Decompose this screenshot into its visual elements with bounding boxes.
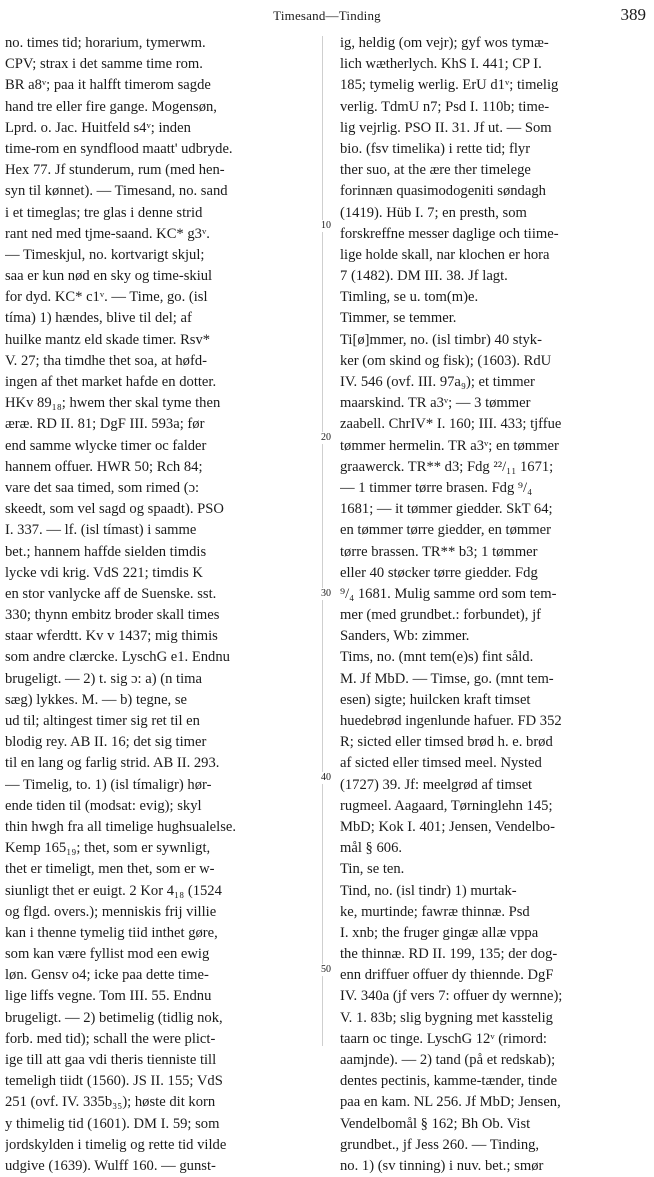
text-line: HKv 89₁₈; hwem ther skal tyme then xyxy=(5,395,221,412)
text-line: forb. med tid); schall the were plict- xyxy=(5,1030,216,1047)
text-line: Timling, se u. tom(m)e. xyxy=(340,289,479,306)
text-line: siunligt thet er euigt. 2 Kor 4₁₈ (1524 xyxy=(5,882,222,899)
text-line: eller 40 støcker tørre giedder. Fdg xyxy=(340,564,538,581)
text-line: Vendelbomål § 162; Bh Ob. Vist xyxy=(340,1115,531,1132)
column-gutter xyxy=(322,36,323,1046)
text-line: tørre brassen. TR** b3; 1 tømmer xyxy=(340,543,538,560)
text-line: blodig rey. AB II. 16; det sig timer xyxy=(5,734,207,751)
line-number: 20 xyxy=(314,432,338,444)
text-line: ⁹/₄ 1681. Mulig samme ord som tem- xyxy=(340,585,557,602)
text-line: hannem offuer. HWR 50; Rch 84; xyxy=(5,458,203,475)
text-line: saa er kun nød en sky og time-skiul xyxy=(5,268,213,285)
text-line: IV. 340a (jf vers 7: offuer dy wernne); xyxy=(340,988,563,1005)
text-line: Tims, no. (mnt tem(e)s) fint såld. xyxy=(340,649,534,666)
text-line: no. 1) (sv tinning) i nuv. bet.; smør xyxy=(340,1157,544,1174)
text-line: en tømmer tørre giedder, en tømmer xyxy=(340,522,551,539)
text-line: skeedt, som vel sagd og spaadt). PSO xyxy=(5,501,224,518)
text-line: huilke mantz eld skade timer. Rsv* xyxy=(5,331,211,348)
text-line: huedebrød ingenlunde hafuer. FD 352 xyxy=(340,713,562,729)
text-line: vare det saa timed, som rimed (ɔ: xyxy=(5,479,200,496)
text-line: Sanders, Wb: zimmer. xyxy=(340,628,470,645)
text-line: CPV; strax i det samme time rom. xyxy=(5,56,203,73)
text-line: rugmeel. Aagaard, Tørninglehn 145; xyxy=(340,797,553,814)
text-line: Lprd. o. Jac. Huitfeld s4ᵛ; inden xyxy=(5,119,191,136)
text-line: mer (med grundbet.: forbundet), jf xyxy=(340,607,542,624)
text-line: 7 (1482). DM III. 38. Jf lagt. xyxy=(340,268,508,285)
text-line: dentes pectinis, kamme-tænder, tinde xyxy=(340,1073,558,1090)
text-line: esen) sigte; huilcken kraft timset xyxy=(340,691,531,708)
text-line: verlig. TdmU n7; Psd I. 110b; time- xyxy=(340,98,550,115)
text-line: (1727) 39. Jf: meelgrød af timset xyxy=(340,776,533,793)
text-line: bet.; hannem haffde sielden timdis xyxy=(5,543,207,560)
text-line: brugeligt. — 2) betimelig (tidlig nok, xyxy=(5,1009,223,1026)
text-line: lich wætherlych. KhS I. 441; CP I. xyxy=(340,56,542,73)
text-line: ig, heldig (om vejr); gyf wos tymæ- xyxy=(340,35,549,51)
text-line: udgive (1639). Wulff 160. — gunst- xyxy=(5,1157,216,1174)
running-title: Timesand—Tinding xyxy=(273,8,381,23)
text-line: tíma) 1) hændes, blive til del; af xyxy=(5,310,192,327)
text-line: end samme wlycke timer oc falder xyxy=(5,437,207,454)
page-header xyxy=(0,0,654,30)
text-line: tømmer hermelin. TR a3ᵛ; en tømmer xyxy=(340,437,559,454)
text-line: ke, murtinde; fawræ thinnæ. Psd xyxy=(340,903,530,920)
text-line: jordskylden i timelig og rette tid vilde xyxy=(5,1136,227,1153)
text-line: 1681; — it tømmer giedder. SkT 64; xyxy=(340,501,553,518)
text-line: kan i thenne tymelig tiid inthet gøre, xyxy=(5,924,218,941)
text-line: brugeligt. — 2) t. sig ɔ: a) (n tima xyxy=(5,670,202,687)
text-line: løn. Gensv o4; icke paa dette time- xyxy=(5,967,209,984)
right-column xyxy=(340,33,648,1177)
page-number: 389 xyxy=(620,5,646,24)
text-line: syn til kønnet). — Timesand, no. sand xyxy=(5,183,228,200)
text-line: som andre clærcke. LyschG e1. Endnu xyxy=(5,649,230,666)
text-line: Tin, se ten. xyxy=(340,861,405,878)
text-line: mål § 606. xyxy=(340,840,403,857)
text-line: staar wferdtt. Kv v 1437; mig thimis xyxy=(5,628,218,645)
text-line: en stor vanlycke aff de Suenske. sst. xyxy=(5,585,217,602)
text-line: hand tre eller fire gange. Mogensøn, xyxy=(5,98,217,115)
text-line: — 1 timmer tørre brasen. Fdg ⁹/₄ xyxy=(340,479,533,496)
text-line: thin hwgh fra all timelige hughsualelse. xyxy=(5,818,237,835)
text-line: R; sicted eller timsed brød h. e. brød xyxy=(340,734,553,751)
text-line: rant ned med tjme-saand. KC* g3ᵛ. xyxy=(5,225,210,242)
text-line: lycke vdi krig. VdS 221; timdis K xyxy=(5,564,203,581)
text-line: — Timeskjul, no. kortvarigt skjul; xyxy=(5,246,205,263)
line-number: 30 xyxy=(314,588,338,600)
text-line: 330; thynn embitz broder skall times xyxy=(5,607,220,624)
text-line: time-rom en syndflood maatt' udbryde. xyxy=(5,140,233,157)
text-line: Hex 77. Jf stunderum, rum (med hen- xyxy=(5,162,225,179)
text-line: som kan være fyllist mod een ewig xyxy=(5,946,210,963)
text-line: 185; tymelig werlig. ErU d1ᵛ; timelig xyxy=(340,77,559,94)
text-line: lige liffs vegne. Tom III. 55. Endnu xyxy=(5,988,212,1005)
text-line: sæg) lykkes. M. — b) tegne, se xyxy=(5,691,187,708)
text-line: M. Jf MbD. — Timse, go. (mnt tem- xyxy=(340,670,554,687)
text-line: BR a8ᵛ; paa it halfft timerom sagde xyxy=(5,77,211,94)
text-line: af sicted eller timsed meel. Nysted xyxy=(340,755,542,772)
text-line: V. 27; tha timdhe thet soa, at høfd- xyxy=(5,352,207,369)
text-line: og flgd. overs.); menniskis frij villie xyxy=(5,903,217,920)
text-line: for dyd. KC* c1ᵛ. — Time, go. (isl xyxy=(5,289,208,306)
text-line: ker (om skind og fisk); (1603). RdU xyxy=(340,352,552,369)
text-line: I. xnb; the fruger gingæ allæ vppa xyxy=(340,924,539,941)
text-line: lige holde skall, nar klochen er hora xyxy=(340,246,550,263)
text-line: I. 337. — lf. (isl tímast) i samme xyxy=(5,522,197,539)
line-number: 40 xyxy=(314,772,338,784)
text-line: æræ. RD II. 81; DgF III. 593a; før xyxy=(5,416,205,433)
text-line: ige till att gaa vdi theris tienniste till xyxy=(5,1052,217,1068)
text-line: no. times tid; horarium, tymerwm. xyxy=(5,35,206,51)
text-line: enn driffuer offuer dy thiennde. DgF xyxy=(340,967,554,984)
text-line: Tind, no. (isl tindr) 1) murtak- xyxy=(340,882,517,899)
text-line: the thinnæ. RD II. 199, 135; der dog- xyxy=(340,946,558,963)
text-line: bio. (fsv timelika) i rette tid; flyr xyxy=(340,140,531,157)
text-line: aamjnde). — 2) tand (på et redskab); xyxy=(340,1052,556,1068)
text-line: grundbet., jf Jess 260. — Tinding, xyxy=(340,1136,540,1153)
text-line: y thimelig tid (1601). DM I. 59; som xyxy=(5,1115,220,1132)
text-line: Kemp 165₁₉; thet, som er sywnligt, xyxy=(5,840,211,857)
text-line: graawerck. TR** d3; Fdg ²²/₁₁ 1671; xyxy=(340,458,554,475)
text-line: zaabell. ChrIV* I. 160; III. 433; tjffue xyxy=(340,416,562,433)
text-line: maarskind. TR a3ᵛ; — 3 tømmer xyxy=(340,395,531,412)
text-line: 251 (ovf. IV. 335b₃₅); høste dit korn xyxy=(5,1094,216,1111)
text-line: V. 1. 83b; slig bygning met kasstelig xyxy=(340,1009,553,1026)
text-line: IV. 546 (ovf. III. 97a₉); et timmer xyxy=(340,374,535,390)
text-line: Ti[ø]mmer, no. (isl timbr) 40 styk- xyxy=(340,331,542,348)
text-line: lig vejrlig. PSO II. 31. Jf ut. — Som xyxy=(340,119,552,136)
text-line: thet er timeligt, men thet, som er w- xyxy=(5,861,215,878)
text-line: temeligh tiidt (1560). JS II. 155; VdS xyxy=(5,1073,223,1090)
text-line: forskreffne messer daglige och tiime- xyxy=(340,225,559,242)
text-line: ingen af thet market hafde en dotter. xyxy=(5,374,217,390)
line-number: 10 xyxy=(314,220,338,232)
text-line: ther suo, at the ære ther timelege xyxy=(340,162,531,179)
text-line: MbD; Kok I. 401; Jensen, Vendelbo- xyxy=(340,818,555,835)
text-line: ud til; altingest timer sig ret til en xyxy=(5,713,200,729)
text-line: paa en kam. NL 256. Jf MbD; Jensen, xyxy=(340,1094,561,1111)
text-line: forinnæn quasimodogeniti søndagh xyxy=(340,183,546,200)
text-line: — Timelig, to. 1) (isl tímaligr) hør- xyxy=(5,776,212,793)
text-line: taarn oc tinge. LyschG 12ᵛ (rimord: xyxy=(340,1030,547,1047)
text-line: (1419). Hüb I. 7; en presth, som xyxy=(340,204,527,221)
line-number: 50 xyxy=(314,964,338,976)
text-line: Timmer, se temmer. xyxy=(340,310,457,327)
text-line: til en lang og farlig strid. AB II. 293. xyxy=(5,755,220,772)
text-line: i et timeglas; tre glas i denne strid xyxy=(5,204,203,221)
text-line: ende tiden til (modsat: evig); skyl xyxy=(5,797,202,814)
left-column xyxy=(5,33,311,1177)
